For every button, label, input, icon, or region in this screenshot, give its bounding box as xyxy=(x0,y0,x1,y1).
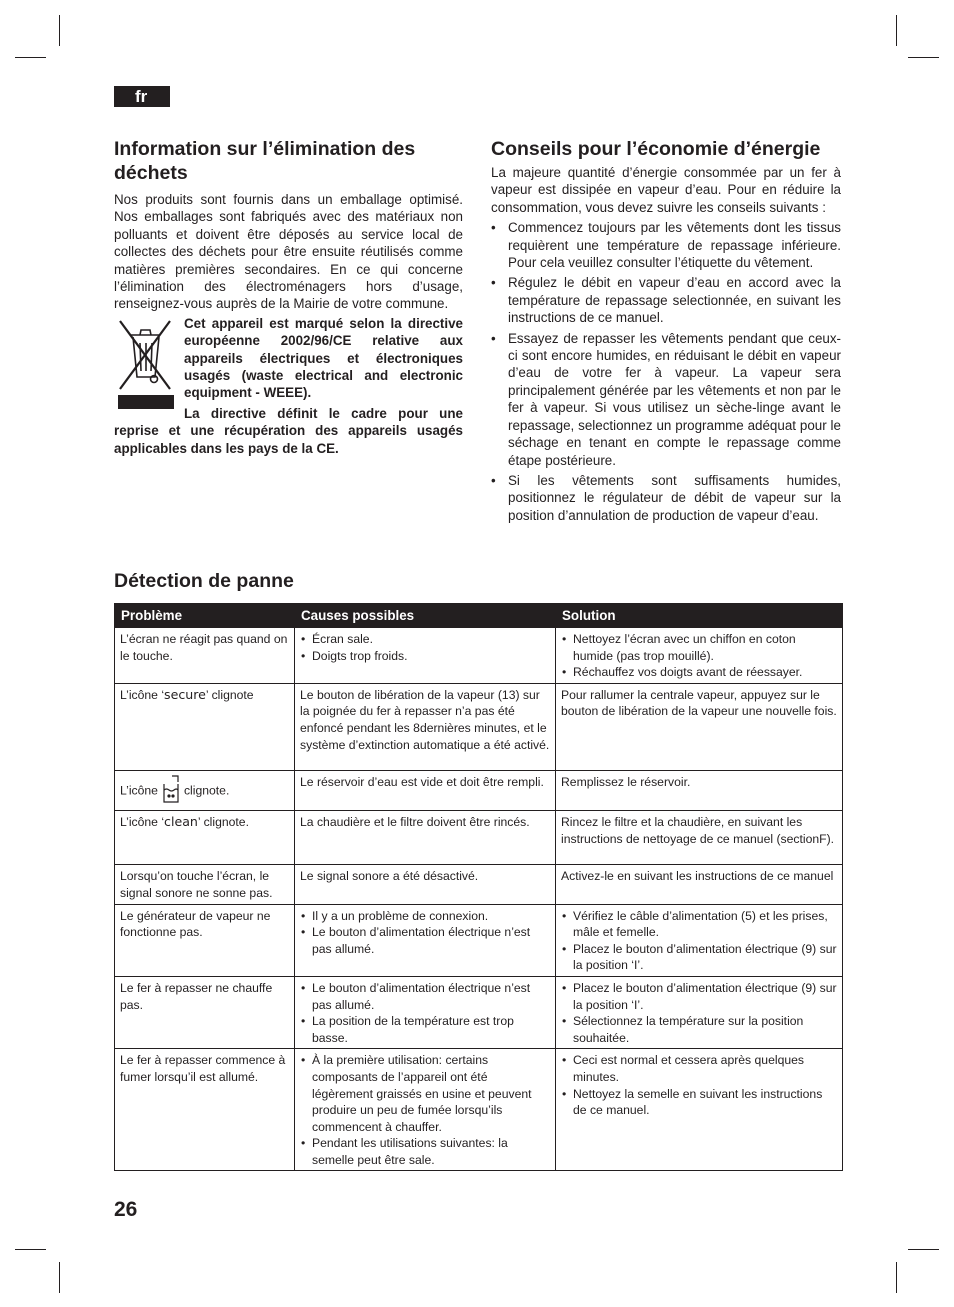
energy-tips xyxy=(491,219,841,524)
cause-item: • Le bouton d’alimentation électrique n’est pas allumé. xyxy=(300,924,550,957)
crop-mark xyxy=(896,1262,897,1293)
water-tank-icon xyxy=(161,774,181,809)
problem-cell: Le fer à repasser commence à fumer lorsqu’il est allumé. xyxy=(115,1049,295,1171)
solution-item: • Placez le bouton d’alimentation électrique (9) sur la position ‘I’. xyxy=(561,941,837,974)
cause-item: • Écran sale. xyxy=(300,631,550,648)
clean-indicator-text: clean xyxy=(164,814,198,830)
problem-cell: Le fer à repasser ne chauffe pas. xyxy=(115,976,295,1048)
weee-bar xyxy=(118,395,174,409)
crop-mark xyxy=(896,15,897,46)
crop-mark xyxy=(908,1249,939,1250)
table-row xyxy=(115,976,843,1048)
cause-item: • Le bouton d’alimentation électrique n’est pas allumé. xyxy=(300,980,550,1013)
crop-mark xyxy=(15,57,46,58)
cause-item: • Il y a un problème de connexion. xyxy=(300,908,550,925)
problem-text: ’ clignote xyxy=(205,687,254,702)
secure-indicator-text: secure xyxy=(164,686,206,702)
problem-text: ’ clignote. xyxy=(197,815,249,830)
crossed-bin-icon xyxy=(114,315,176,415)
solution-cell xyxy=(556,1049,843,1171)
causes-cell: Le bouton de libération de la vapeur (13) sur la poignée du fer à repasser n’a pas été enfoncé pendant les 8dernières minutes, et le système d’extinction automatique a été activé. xyxy=(295,683,556,770)
list-item: • Commencez toujours par les vêtements dont les tissus requièrent une température de repassage inférieure. Pour cela veuillez consulter l’étiquette du vêtement. xyxy=(491,219,841,271)
list-item: • Régulez le débit en vapeur d’eau en accord avec la température de repassage selectionnée, en suivant les instructions de ce manuel. xyxy=(491,274,841,326)
crop-mark xyxy=(59,1262,60,1293)
solution-cell: Pour rallumer la centrale vapeur, appuyez sur le bouton de libération de la vapeur une nouvelle fois. xyxy=(556,683,843,770)
causes-cell xyxy=(295,628,556,684)
problem-cell xyxy=(115,811,295,865)
energy-title: Conseils pour l’économie d’énergie xyxy=(491,138,821,160)
cause-item: • Pendant les utilisations suivantes: la semelle peut être sale. xyxy=(300,1135,550,1168)
list-item: • Si les vêtements sont suffisaments humides, positionnez le régulateur de débit de vapeur sur la position d’annulation de production de vapeur d’eau. xyxy=(491,472,841,524)
troubleshooting-title: Détection de panne xyxy=(114,570,294,592)
directive-text: La directive définit le cadre pour une reprise et une récupération des appareils usagés applicables dans les pays de la CE. xyxy=(114,405,463,456)
table-row xyxy=(115,770,843,811)
causes-cell: Le réservoir d’eau est vide et doit être rempli. xyxy=(295,770,556,811)
solution-cell: Activez-le en suivant les instructions de ce manuel xyxy=(556,865,843,904)
solution-cell: Remplissez le réservoir. xyxy=(556,770,843,811)
problem-cell xyxy=(115,683,295,770)
problem-text: L’icône ‘ xyxy=(120,815,165,830)
disposal-title: Information sur l’élimination des déchets xyxy=(114,138,416,184)
energy-section xyxy=(491,137,841,527)
table-row xyxy=(115,904,843,976)
problem-text: L’icône ‘ xyxy=(120,687,165,702)
crop-mark xyxy=(15,1249,46,1250)
page-number: 26 xyxy=(114,1198,138,1221)
problem-text: clignote. xyxy=(183,783,230,798)
troubleshooting-table xyxy=(114,603,843,1171)
solution-cell: Rincez le filtre et la chaudière, en suivant les instructions de nettoyage de ce manuel (sectionF). xyxy=(556,811,843,865)
solution-cell xyxy=(556,976,843,1048)
solution-item: • Nettoyez la semelle en suivant les instructions de ce manuel. xyxy=(561,1086,837,1119)
problem-cell: Le générateur de vapeur ne fonctionne pas. xyxy=(115,904,295,976)
header-problem: Problème xyxy=(115,604,295,628)
weee-block xyxy=(114,315,463,457)
solution-cell xyxy=(556,628,843,684)
disposal-section xyxy=(114,137,463,457)
causes-cell xyxy=(295,904,556,976)
solution-item: • Placez le bouton d’alimentation électrique (9) sur la position ‘I’. xyxy=(561,980,837,1013)
energy-intro: La majeure quantité d’énergie consommée par un fer à vapeur est dissipée en vapeur d’eau. Pour en réduire la consommation, vous devez suivre les conseils suivants : xyxy=(491,165,841,215)
causes-cell: La chaudière et le filtre doivent être rincés. xyxy=(295,811,556,865)
header-solution: Solution xyxy=(556,604,843,628)
problem-cell: L’écran ne réagit pas quand on le touche. xyxy=(115,628,295,684)
solution-item: • Nettoyez l’écran avec un chiffon en coton humide (pas trop mouillé). xyxy=(561,631,837,664)
table-row xyxy=(115,1049,843,1171)
table-row xyxy=(115,811,843,865)
causes-cell xyxy=(295,976,556,1048)
solution-cell xyxy=(556,904,843,976)
header-causes: Causes possibles xyxy=(295,604,556,628)
list-item: • Essayez de repasser les vêtements pendant que ceux-ci sont encore humides, en réduisant le débit en vapeur d’eau de votre fer à vapeur. La vapeur sera principalement générée par les vêtements et non par le fer à vapeur. Si vous utilisez un sèche-linge avant le repassage, selectionnez un programme adéquat pour le séchage en tenant en compte le repassage comme étape postérieure. xyxy=(491,330,841,469)
solution-item: • Réchauffez vos doigts avant de réessayer. xyxy=(561,664,837,681)
problem-text: L’icône xyxy=(120,783,158,798)
solution-item: • Ceci est normal et cessera après quelques minutes. xyxy=(561,1052,837,1085)
solution-item: • Vérifiez le câble d’alimentation (5) et les prises, mâle et femelle. xyxy=(561,908,837,941)
crop-mark xyxy=(59,15,60,46)
cause-item: • À la première utilisation: certains composants de l’appareil ont été légèrement graissés en usine et peuvent produire un peu de fumée lorsqu’ils commencent à chauffer. xyxy=(300,1052,550,1135)
disposal-paragraph: Nos produits sont fournis dans un emballage optimisé. Nos emballages sont fabriqués avec des matériaux non polluants et doivent être déposés au service local de collectes des déchets pour être ensuite réutilisés comme matières premières secondaires. En ce qui concerne l’élimination des électroménagers hors d’usage, renseignez-vous auprès de la Mairie de votre commune. xyxy=(114,192,463,312)
cause-item: • La position de la température est trop basse. xyxy=(300,1013,550,1046)
solution-item: • Sélectionnez la température sur la position souhaitée. xyxy=(561,1013,837,1046)
cause-item: • Doigts trop froids. xyxy=(300,648,550,665)
causes-cell: Le signal sonore a été désactivé. xyxy=(295,865,556,904)
table-row xyxy=(115,683,843,770)
problem-cell xyxy=(115,770,295,811)
crop-mark xyxy=(908,57,939,58)
causes-cell xyxy=(295,1049,556,1171)
language-tab: fr xyxy=(114,86,170,107)
table-header-row xyxy=(115,604,843,628)
table-row xyxy=(115,865,843,904)
weee-text: Cet appareil est marqué selon la directive européenne 2002/96/CE relative aux appareils électriques et électroniques usagés (waste electrical and electronic equipment - WEEE). xyxy=(184,315,463,401)
table-row xyxy=(115,628,843,684)
problem-cell: Lorsqu’on touche l’écran, le signal sonore ne sonne pas. xyxy=(115,865,295,904)
